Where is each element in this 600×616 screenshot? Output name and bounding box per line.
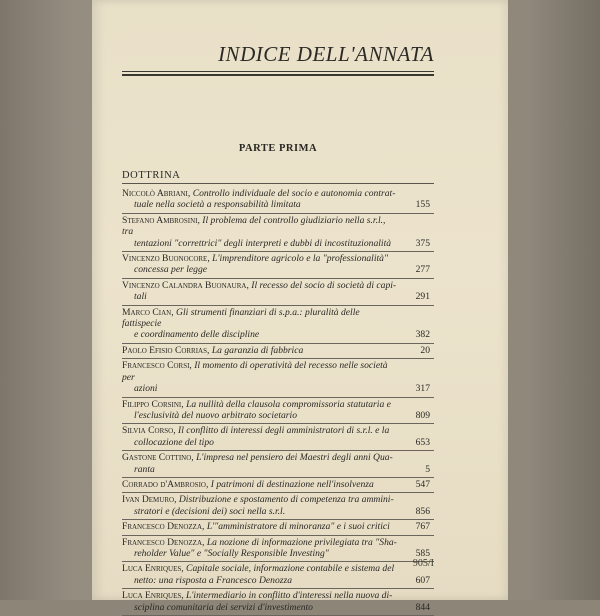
entry-title-continuation: ranta (134, 463, 155, 475)
entry-title-continuation: netto: una risposta a Francesco Denozza (134, 574, 293, 586)
entry-title-continuation: concessa per legge (134, 264, 207, 276)
entry-author: Francesco Denozza, (122, 536, 205, 548)
entry-title: Il conflitto di interessi degli amministratori di s.r.l. e la (178, 425, 390, 437)
entry-title-continuation: tuale nella società a responsabilità limitata (134, 199, 301, 211)
index-entry (122, 493, 434, 520)
entry-page-number: 155 (415, 199, 430, 211)
entry-page-number: 585 (415, 547, 430, 559)
entry-title: Il recesso del socio di società di capi- (251, 279, 397, 291)
entry-title: L'impresa nel pensiero dei Maestri degli anni Qua- (196, 452, 393, 464)
entry-page-number: 5 (425, 463, 430, 475)
entry-title: Gli strumenti finanziari di s.p.a.: pluralità delle fattispecie (122, 306, 360, 330)
entry-title-continuation: tali (134, 291, 147, 303)
entry-page-number: 20 (420, 344, 430, 356)
entry-page-number: 844 (415, 601, 430, 613)
entry-author: Marco Cian, (122, 306, 174, 318)
entry-title-continuation: tentazioni "correttrici" degli interpreti e dubbi di incostituzionalità (134, 237, 392, 249)
index-entry (122, 424, 434, 451)
entry-author: Silvia Corso, (122, 425, 176, 437)
entry-author: Gastone Cottino, (122, 452, 194, 464)
index-entry (122, 478, 434, 493)
entry-author: Ivan Demuro, (122, 494, 177, 506)
index-entry (122, 214, 434, 252)
entry-page-number: 856 (415, 505, 430, 517)
entry-page-number: 767 (415, 521, 430, 533)
entry-author: Luca Enriques, (122, 590, 184, 602)
index-entry (122, 520, 434, 535)
entry-author: Corrado d'Ambrosio, (122, 478, 209, 490)
entry-title: L'"amministratore di minoranza" e i suoi critici (206, 521, 390, 533)
entry-title: Distribuzione e spostamento di competenza tra ammini- (178, 494, 394, 506)
entry-author: Vincenzo Buonocore, (122, 253, 210, 265)
entry-title: La nullità della clausola compromissoria statutaria e (186, 398, 391, 410)
index-entry (122, 589, 434, 616)
section-heading: DOTTRINA (122, 170, 181, 181)
header-rule-thin (122, 71, 434, 72)
page-number: 905/I (412, 558, 434, 569)
entry-title: L'intermediario in conflitto d'interessi nella nuova di- (186, 590, 393, 602)
index-entry (122, 187, 434, 214)
entry-page-number: 653 (415, 436, 430, 448)
part-heading: PARTE PRIMA (238, 143, 318, 154)
entry-author: Francesco Denozza, (122, 521, 205, 533)
index-entry (122, 252, 434, 279)
index-entry (122, 398, 434, 425)
index-entry (122, 451, 434, 478)
entry-author: Luca Enriques, (122, 563, 184, 575)
entry-title-continuation: sciplina comunitaria dei servizi d'investimento (134, 601, 313, 613)
entry-title: Il momento di operatività del recesso nelle società per (122, 360, 388, 383)
index-entries (122, 187, 434, 616)
entry-author: Vincenzo Calandra Buonaura, (122, 279, 249, 291)
entry-page-number: 317 (415, 383, 430, 395)
index-entry (122, 306, 434, 344)
entry-page-number: 809 (415, 409, 430, 421)
entry-author: Stefano Ambrosini, (122, 214, 200, 226)
entry-title-continuation: collocazione del tipo (134, 436, 214, 448)
entry-title-continuation: l'esclusività del nuovo arbitrato societario (134, 409, 297, 421)
entry-author: Filippo Corsini, (122, 398, 184, 410)
entry-title: I patrimoni di destinazione nell'insolvenza (210, 478, 374, 490)
entry-title: Controllo individuale del socio e autonomia contrat- (192, 188, 396, 199)
entry-title: La nozione di informazione privilegiata tra "Sha- (206, 536, 397, 548)
entry-page-number: 607 (415, 574, 430, 586)
index-entry (122, 279, 434, 306)
entry-title: Capitale sociale, informazione contabile e sistema del (186, 563, 395, 575)
entry-author: Niccolò Abriani, (122, 188, 191, 199)
entry-title-continuation: e coordinamento delle discipline (134, 329, 260, 341)
entry-title: Il problema del controllo giudiziario nella s.r.l., tra (122, 214, 386, 238)
running-header (122, 42, 434, 76)
entry-title: La garanzia di fabbrica (211, 344, 304, 356)
entry-page-number: 547 (415, 478, 430, 490)
header-rule-thick (122, 74, 434, 76)
entry-title: L'imprenditore agricolo e la "professionalità" (212, 253, 389, 265)
index-entry (122, 344, 434, 359)
section-rule (122, 183, 434, 184)
entry-page-number: 277 (415, 264, 430, 276)
index-title: INDICE DELL'ANNATA (218, 42, 434, 66)
entry-author: Francesco Corsi, (122, 360, 192, 372)
entry-title-continuation: stratori e (decisioni dei) soci nella s.r.l. (134, 505, 286, 517)
entry-page-number: 291 (415, 291, 430, 303)
index-entry (122, 359, 434, 397)
entry-author: Paolo Efisio Corrias, (122, 344, 210, 356)
entry-title-continuation: azioni (134, 383, 158, 395)
entry-page-number: 375 (415, 237, 430, 249)
entry-page-number: 382 (415, 329, 430, 341)
entry-title-continuation: reholder Value" e "Socially Responsible Investing" (134, 547, 329, 559)
